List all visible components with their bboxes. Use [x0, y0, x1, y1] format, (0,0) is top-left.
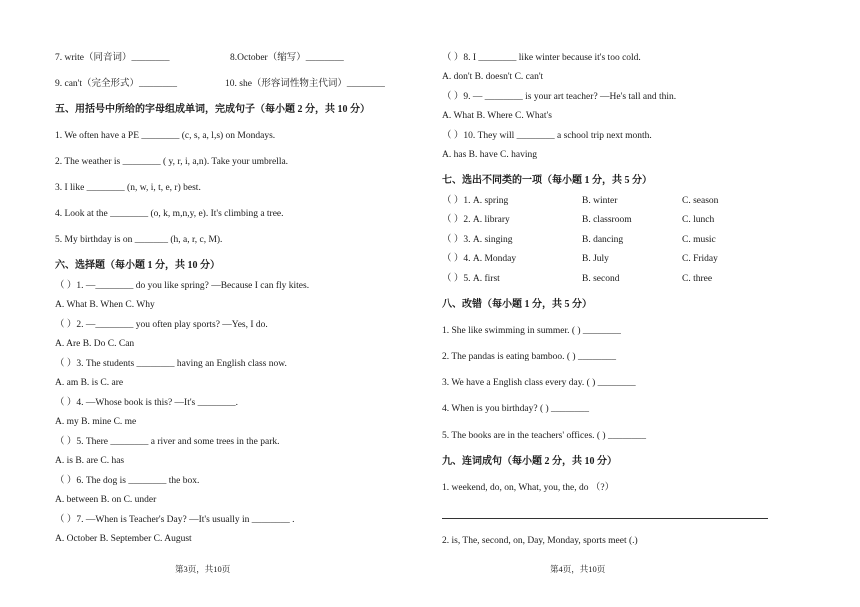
- s5-q1: 1. We often have a PE ________ (c, s, a, l,s) on Mondays.: [55, 131, 276, 141]
- s7-row4-b: B. July: [582, 254, 609, 264]
- s5-q3: 3. I like ________ (n, w, i, t, e, r) best.: [55, 183, 201, 193]
- s6-q2-options: A. Are B. Do C. Can: [55, 339, 135, 349]
- s6-q9: （ ）9. — ________ is your art teacher? —He's tall and thin.: [442, 92, 677, 102]
- section-8-heading: 八、改错（每小题 1 分，共 5 分）: [442, 299, 592, 310]
- s5-q2: 2. The weather is ________ ( y, r, i, a,n). Take your umbrella.: [55, 157, 289, 167]
- s9-q1: 1. weekend, do, on, What, you, the, do （?）: [442, 483, 615, 493]
- s7-row3-b: B. dancing: [582, 235, 624, 245]
- section-5-heading: 五、用括号中所给的字母组成单词，完成句子（每小题 2 分，共 10 分）: [55, 104, 370, 115]
- s6-q1: （ ）1. —________ do you like spring? —Because I can fly kites.: [55, 281, 310, 291]
- item-8-october: 8.October（缩写）________: [230, 53, 344, 63]
- s8-q2: 2. The pandas is eating bamboo. ( ) ________: [442, 352, 616, 362]
- s6-q1-options: A. What B. When C. Why: [55, 300, 155, 310]
- item-9-cant: 9. can't（完全形式）________: [55, 79, 178, 89]
- s7-row5-c: C. three: [682, 274, 713, 284]
- s6-q5: （ ）5. There ________ a river and some trees in the park.: [55, 437, 280, 447]
- section-6-heading: 六、选择题（每小题 1 分，共 10 分）: [55, 260, 220, 271]
- s7-row5-a: （ ）5. A. first: [442, 274, 500, 284]
- page-footer-left: 第3页，共10页: [175, 564, 231, 574]
- s7-row5-b: B. second: [582, 274, 620, 284]
- item-7-write: 7. write（同音词）________: [55, 53, 170, 63]
- s6-q3-options: A. am B. is C. are: [55, 378, 124, 388]
- s7-row1-a: （ ）1. A. spring: [442, 196, 509, 206]
- s8-q1: 1. She like swimming in summer. ( ) ________: [442, 326, 621, 336]
- s7-row2-b: B. classroom: [582, 215, 632, 225]
- s7-row2-c: C. lunch: [682, 215, 715, 225]
- page-footer-right: 第4页，共10页: [550, 564, 606, 574]
- s7-row3-c: C. music: [682, 235, 716, 245]
- item-10-she: 10. she（形容词性物主代词）________: [225, 79, 385, 89]
- s6-q3: （ ）3. The students ________ having an English class now.: [55, 359, 287, 369]
- s7-row2-a: （ ）2. A. library: [442, 215, 510, 225]
- s6-q10-options: A. has B. have C. having: [442, 150, 537, 160]
- s6-q6: （ ）6. The dog is ________ the box.: [55, 476, 200, 486]
- s8-q3: 3. We have a English class every day. ( ) ________: [442, 378, 636, 388]
- section-9-heading: 九、连词成句（每小题 2 分，共 10 分）: [442, 456, 617, 467]
- s7-row4-c: C. Friday: [682, 254, 718, 264]
- answer-line: [442, 518, 768, 519]
- s8-q4: 4. When is you birthday? ( ) ________: [442, 404, 590, 414]
- s6-q2: （ ）2. —________ you often play sports? —Yes, I do.: [55, 320, 268, 330]
- s6-q4: （ ）4. —Whose book is this? —It's ________.: [55, 398, 238, 408]
- s6-q6-options: A. between B. on C. under: [55, 495, 157, 505]
- s6-q4-options: A. my B. mine C. me: [55, 417, 137, 427]
- s5-q4: 4. Look at the ________ (o, k, m,n,y, e). It's climbing a tree.: [55, 209, 284, 219]
- s7-row4-a: （ ）4. A. Monday: [442, 254, 517, 264]
- s7-row3-a: （ ）3. A. singing: [442, 235, 513, 245]
- s9-q2: 2. is, The, second, on, Day, Monday, sports meet (.): [442, 536, 638, 546]
- s6-q8: （ ）8. I ________ like winter because it's too cold.: [442, 53, 641, 63]
- s7-row1-b: B. winter: [582, 196, 618, 206]
- s6-q10: （ ）10. They will ________ a school trip next month.: [442, 131, 652, 141]
- s8-q5: 5. The books are in the teachers' offices. ( ) ________: [442, 431, 646, 441]
- s6-q7: （ ）7. —When is Teacher's Day? —It's usually in ________ .: [55, 515, 295, 525]
- s7-row1-c: C. season: [682, 196, 719, 206]
- s6-q9-options: A. What B. Where C. What's: [442, 111, 552, 121]
- s6-q5-options: A. is B. are C. has: [55, 456, 125, 466]
- s6-q8-options: A. don't B. doesn't C. can't: [442, 72, 544, 82]
- s6-q7-options: A. October B. September C. August: [55, 534, 192, 544]
- section-7-heading: 七、选出不同类的一项（每小题 1 分，共 5 分）: [442, 175, 652, 186]
- s5-q5: 5. My birthday is on _______ (h, a, r, c, M).: [55, 235, 223, 245]
